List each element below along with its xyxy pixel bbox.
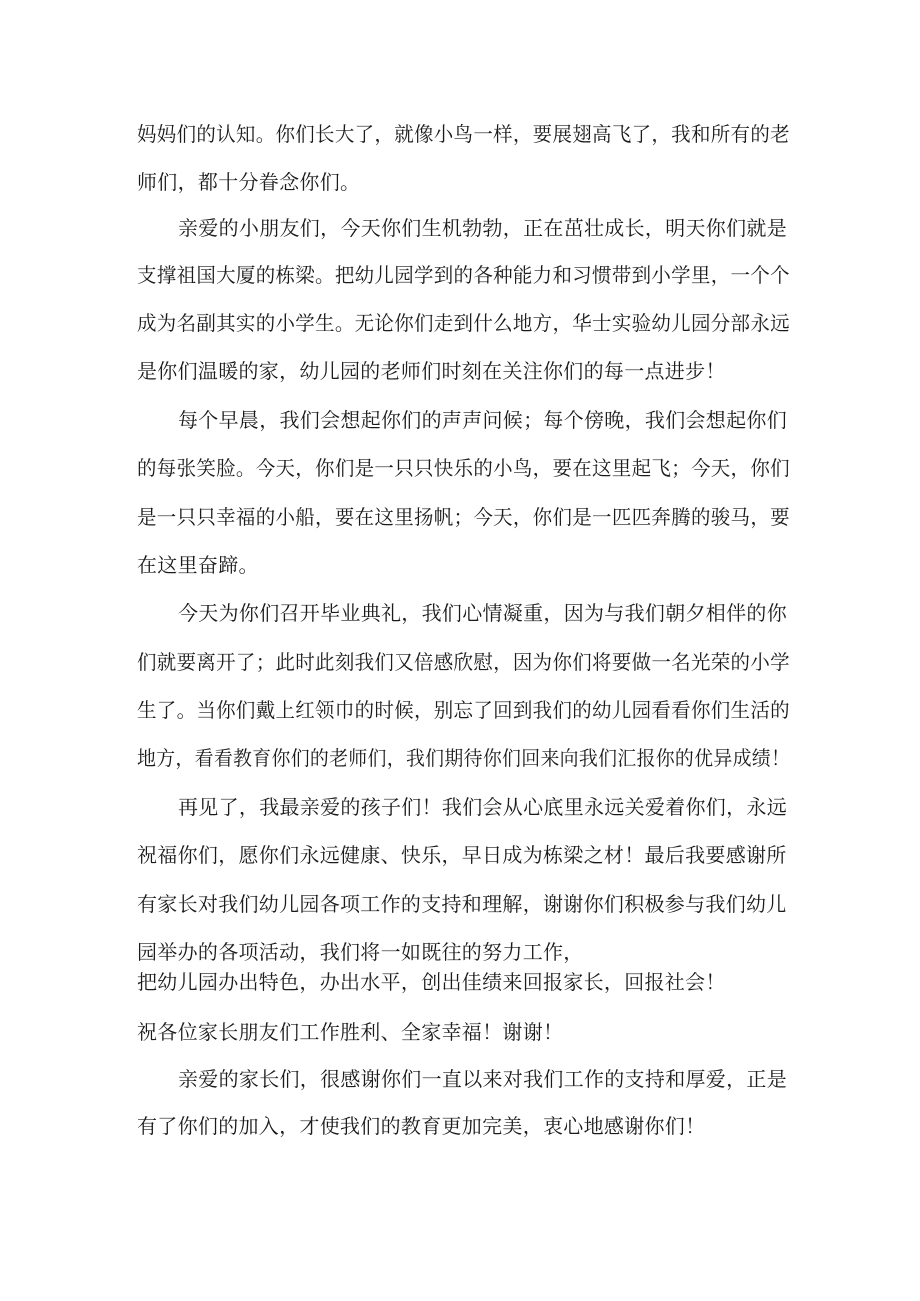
- paragraph-line: 亲爱的小朋友们，今天你们生机勃勃，正在茁壮成长，明天你们就是: [178, 216, 787, 240]
- paragraph-line: 师们，都十分眷念你们。: [137, 170, 361, 194]
- paragraph-line: 支撑祖国大厦的栋梁。把幼儿园学到的各种能力和习惯带到小学里，一个个: [137, 263, 790, 287]
- paragraph-line: 今天为你们召开毕业典礼，我们心情凝重，因为与我们朝夕相伴的你: [178, 601, 787, 625]
- paragraph-line: 每个早晨，我们会想起你们的声声问候；每个傍晚，我们会想起你们: [178, 408, 787, 432]
- paragraph-line: 有家长对我们幼儿园各项工作的支持和理解，谢谢你们积极参与我们幼儿: [137, 892, 787, 916]
- paragraph-line: 有了你们的加入，才使我们的教育更加完美，衷心地感谢你们！: [137, 1114, 706, 1138]
- paragraph-line: 在这里奋蹄。: [137, 553, 259, 577]
- paragraph-line: 再见了，我最亲爱的孩子们！我们会从心底里永远关爱着你们，永远: [178, 795, 787, 819]
- paragraph-line: 成为名副其实的小学生。无论你们走到什么地方，华士实验幼儿园分部永远: [137, 311, 790, 335]
- paragraph-line: 祝福你们，愿你们永远健康、快乐，早日成为栋梁之材！最后我要感谢所: [137, 843, 787, 867]
- paragraph-line: 地方，看看教育你们的老师们，我们期待你们回来向我们汇报你的优异成绩！: [137, 746, 791, 770]
- paragraph-line: 们就要离开了；此时此刻我们又倍感欣慰，因为你们将要做一名光荣的小学: [137, 650, 790, 674]
- paragraph-line: 把幼儿园办出特色，办出水平，创出佳绩来回报家长，回报社会！: [137, 970, 726, 994]
- paragraph-line: 园举办的各项活动，我们将一如既往的努力工作，: [137, 940, 584, 964]
- paragraph-line: 亲爱的家长们，很感谢你们一直以来对我们工作的支持和厚爱，正是: [178, 1067, 787, 1091]
- paragraph-line: 的每张笑脸。今天，你们是一只只快乐的小鸟，要在这里起飞；今天，你们: [137, 456, 790, 480]
- paragraph-line: 是你们温暖的家，幼儿园的老师们时刻在关注你们的每一点进步！: [137, 359, 726, 383]
- paragraph-line: 妈妈们的认知。你们长大了，就像小鸟一样，要展翅高飞了，我和所有的老: [137, 122, 790, 146]
- paragraph-line: 生了。当你们戴上红领巾的时候，别忘了回到我们的幼儿园看看你们生活的: [137, 698, 790, 722]
- paragraph-line: 祝各位家长朋友们工作胜利、全家幸福！谢谢！: [137, 1020, 564, 1044]
- paragraph-line: 是一只只幸福的小船，要在这里扬帆；今天，你们是一匹匹奔腾的骏马，要: [137, 505, 790, 529]
